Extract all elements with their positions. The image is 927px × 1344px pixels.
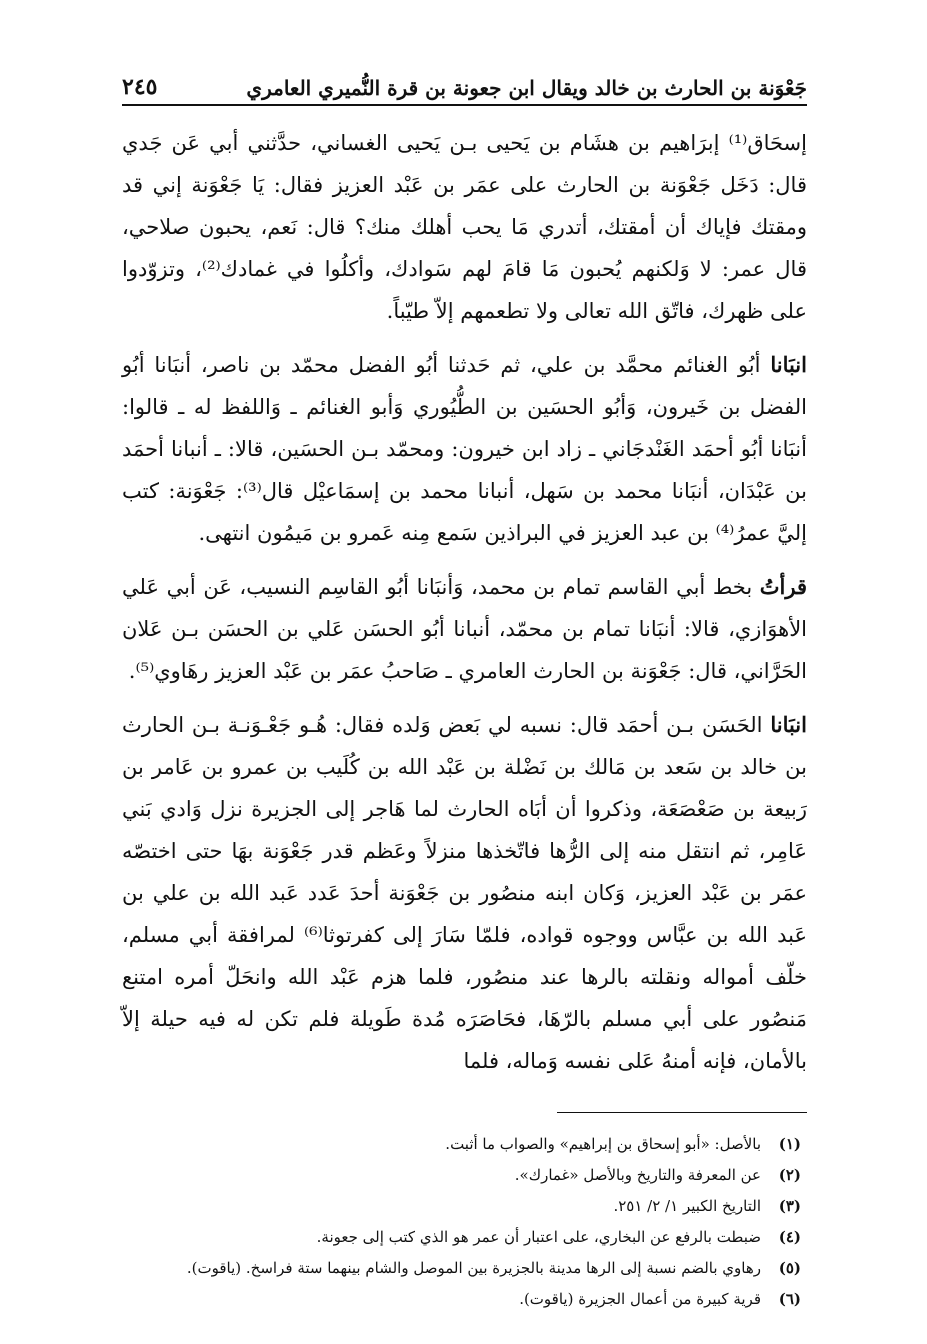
footnote: [122, 1284, 807, 1315]
paragraph-text: أبُو الغنائم محمَّد بن علي، ثم حَدثنا أبُو الفضل محمّد بن ناصر، أنبَانا أبُو الفضل بن خَيرون، وَأبُو الحسَين بن الطُّيُوري وَأبو الغنائم ـ وَاللفظ له ـ قالوا: أنبَانا أبُو أحمَد الغَنْدجَاني ـ زاد ابن خيرون: ومحمّد بـن الحسَين، قالا: ـ أنبانا أحمَد بن عَبْدَان، أنبَانا محمد بن سَهل، أنبانا محمد بن إسمَاعيْل قال⁽³⁾: جَعْوَنة: كتب إليَّ عمرُ⁽⁴⁾ بن عبد العزيز في البراذين سَمع مِنه عَمرو بن مَيمُون انتهى.: [122, 353, 807, 545]
footnote-text: عن المعرفة والتاريخ وبالأصل «غمارك».: [514, 1166, 761, 1184]
footnote: [122, 1160, 807, 1191]
footnote: [122, 1222, 807, 1253]
footnote-text: رهاوي بالضم نسبة إلى الرها مدينة بالجزيرة بين الموصل والشام بينهما ستة فراسخ. (ياقوت).: [186, 1259, 761, 1277]
footnote-number: (١): [778, 1135, 801, 1153]
footnote-number: (٦): [778, 1290, 801, 1308]
paragraph-2: [122, 344, 807, 554]
main-text: [122, 122, 807, 1082]
paragraph-text: الحَسَن بـن أحمَد قال: نسبه لي بَعض وَلده فقال: هُـو جَعْـوَنـة بـن الحارث بن خالد بن سَعد بن مَالك بن نَضْلة بن عَبْد الله بن كُلَيب بن عمرو بن عَامر بن رَبيعة بن صَعْصَعَة، وذكروا أن أبَاه الحارث لما هَاجر إلى الجزيرة نزل وَادي بَني عَامِر، ثم انتقل منه إلى الرُّها فاتّخذها منزلاً وعَظم قدر جَعْوَنة بهَا حتى اختصّه عمَر بن عَبْد العزيز، وَكان ابنه منصُور بن جَعْوَنة أحدَ عَدد عَبد الله بن علي بن عَبد الله بن عبَّاس ووجوه قواده، فلمّا سَارَ إلى كفرتوثا⁽⁶⁾ لمرافقة أبي مسلم، خلّف أمواله ونقلته بالرها عند منصُور، فلما هزم عَبْد الله وانحَلّ أمره امتنع مَنصُور على أبي مسلم بالرّهَا، فحَاصَرَه مُدة طَويلة فلم تكن له فيه حيلة إلاّ بالأمان، فإنه أمنهُ عَلى نفسه وَماله، فلما: [122, 713, 807, 1073]
paragraph-text: إسحَاق⁽¹⁾ إبرَاهيم بن هشَام بن يَحيى بـن يَحيى الغساني، حدَّثني أبي عَن جَدي قال: دَخَل جَعْوَنة بن الحارث على عمَر بن عَبْد العزيز فقال: يَا جَعْوَنة إني قد ومقتك فإياك أن أمقتك، أتدري مَا يحب أهلك منك؟ قال: نَعم، يحبون صلاحي، قال عمر: لا وَلكنهم يُحبون مَا قامَ لهم سَوادك، وأكلُوا في غمادك⁽²⁾، وتزوّدوا على ظهرك، فاتّق الله تعالى ولا تطعمهم إلاّ طيّباً.: [122, 131, 807, 323]
paragraph-lead-word: قرأتُ: [759, 574, 807, 599]
paragraph-4: [122, 704, 807, 1082]
page-number: ٢٤٥: [122, 74, 158, 100]
book-page: [122, 62, 807, 1315]
running-header: [122, 62, 807, 106]
footnote-number: (٤): [778, 1228, 801, 1246]
footnote-number: (٣): [778, 1197, 801, 1215]
footnote-number: (٥): [778, 1259, 801, 1277]
footnote: [122, 1253, 807, 1284]
header-title: جَعْوَنة بن الحارث بن خالد ويقال ابن جعونة بن قرة النُّميري العامري: [246, 76, 807, 100]
footnote: [122, 1191, 807, 1222]
paragraph-1: [122, 122, 807, 332]
footnotes: [122, 1129, 807, 1315]
paragraph-3: [122, 566, 807, 692]
footnote-text: بالأصل: «أبو إسحاق بن إبراهيم» والصواب ما أثبت.: [445, 1135, 761, 1153]
paragraph-lead-word: انبَانا: [770, 352, 807, 377]
footnote-text: ضبطت بالرفع عن البخاري، على اعتبار أن عمر هو الذي كتب إلى جعونة.: [316, 1228, 761, 1246]
footnote-text: التاريخ الكبير ١/ ٢/ ٢٥١.: [613, 1197, 761, 1215]
footnote-number: (٢): [778, 1166, 801, 1184]
paragraph-lead-word: انبَانا: [770, 712, 807, 737]
footnote-separator: [557, 1112, 807, 1113]
paragraph-text: بخط أبي القاسم تمام بن محمد، وَأنبَانا أبُو القاسِم النسيب، عَن أبي عَلي الأهوَازي، قالا: أنبَانا تمام بن محمّد، أنبانا أبُو الحسَن عَلي بن الحسَن بـن عَلان الحَرَّاني، قال: جَعْوَنة بن الحارث العامري ـ صَاحبُ عمَر بن عَبْد العزيز رهَاوي⁽⁵⁾.: [122, 575, 807, 683]
footnote-text: قرية كبيرة من أعمال الجزيرة (ياقوت).: [519, 1290, 761, 1308]
footnote: [122, 1129, 807, 1160]
